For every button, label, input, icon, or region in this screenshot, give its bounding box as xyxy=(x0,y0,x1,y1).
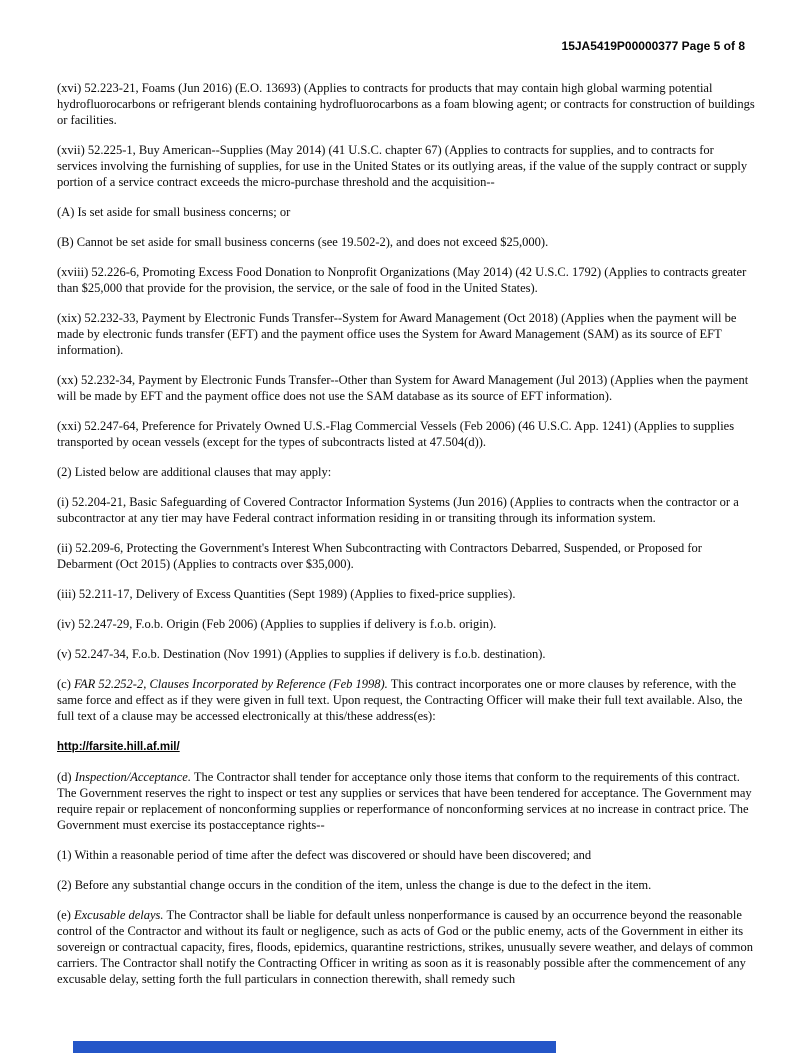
paragraph xyxy=(57,464,756,480)
text-run: (iii) 52.211-17, Delivery of Excess Quantities (Sept 1989) (Applies to fixed-price supplies). xyxy=(57,587,516,601)
paragraph xyxy=(57,310,756,358)
paragraph xyxy=(57,264,756,296)
paragraph xyxy=(57,80,756,128)
text-run: (e) xyxy=(57,908,74,922)
text-run: (i) 52.204-21, Basic Safeguarding of Covered Contractor Information Systems (Jun 2016) (Applies to contracts when the contractor or a subcontractor at any tier may have Federal contract information residing in or transiting through its information system. xyxy=(57,495,739,525)
text-run: (xvi) 52.223-21, Foams (Jun 2016) (E.O. 13693) (Applies to contracts for products that may contain high global warming potential hydrofluorocarbons or refrigerant blends containing hydrofluorocarbons as a foam blowing agent; or contracts for construction of buildings or facilities. xyxy=(57,81,755,127)
paragraph xyxy=(57,877,756,893)
text-run: (xviii) 52.226-6, Promoting Excess Food Donation to Nonprofit Organizations (May 2014) (42 U.S.C. 1792) (Applies to contracts greater than $25,000 that provide for the provision, the service, or the sale of food in the United States). xyxy=(57,265,747,295)
text-run: (c) xyxy=(57,677,74,691)
paragraph xyxy=(57,769,756,833)
text-run: (2) Before any substantial change occurs in the condition of the item, unless the change is due to the defect in the item. xyxy=(57,878,652,892)
text-run: (ii) 52.209-6, Protecting the Government's Interest When Subcontracting with Contractors Debarred, Suspended, or Proposed for Debarment (Oct 2015) (Applies to contracts over $35,000). xyxy=(57,541,702,571)
text-run: (2) Listed below are additional clauses that may apply: xyxy=(57,465,332,479)
paragraph xyxy=(57,676,756,724)
paragraph xyxy=(57,142,756,190)
paragraph xyxy=(57,418,756,450)
text-run: (1) Within a reasonable period of time after the defect was discovered or should have been discovered; and xyxy=(57,848,592,862)
clause-title-run: Inspection/Acceptance. xyxy=(74,770,191,784)
highlight-bar xyxy=(73,1041,556,1053)
url-paragraph xyxy=(57,738,756,755)
paragraph xyxy=(57,847,756,863)
paragraph xyxy=(57,616,756,632)
paragraph xyxy=(57,907,756,987)
text-run: (v) 52.247-34, F.o.b. Destination (Nov 1991) (Applies to supplies if delivery is f.o.b. destination). xyxy=(57,647,546,661)
text-run: (xx) 52.232-34, Payment by Electronic Funds Transfer--Other than System for Award Management (Jul 2013) (Applies when the payment will be made by EFT and the payment office does not use the SAM database as its source of EFT information). xyxy=(57,373,749,403)
paragraph xyxy=(57,540,756,572)
clause-title-run: Excusable delays. xyxy=(74,908,164,922)
text-run: (xix) 52.232-33, Payment by Electronic Funds Transfer--System for Award Management (Oct 2018) (Applies when the payment will be made by electronic funds transfer (EFT) and the payment office uses the System for Award Management (SAM) as its source of EFT information). xyxy=(57,311,737,357)
text-run: (A) Is set aside for small business concerns; or xyxy=(57,205,291,219)
text-run: (xvii) 52.225-1, Buy American--Supplies (May 2014) (41 U.S.C. chapter 67) (Applies to contracts for supplies, and to contracts for services involving the furnishing of supplies, for use in the United States or its outlying areas, if the value of the supply contract or supply portion of a service contract exceeds the micro-purchase threshold and the acquisition-- xyxy=(57,143,748,189)
paragraph xyxy=(57,586,756,602)
farsite-link[interactable]: http://farsite.hill.af.mil/ xyxy=(57,741,180,753)
page-header-doc-number: 15JA5419P00000377 Page 5 of 8 xyxy=(561,39,745,53)
text-run: (iv) 52.247-29, F.o.b. Origin (Feb 2006) (Applies to supplies if delivery is f.o.b. origin). xyxy=(57,617,497,631)
text-run: This contract incorporates one or more clauses by reference, with the same force and effect as if they were given in full text. Upon request, the Contracting Officer will make their full text available. Also, the full text of a clause may be accessed electronically at this/these address(es): xyxy=(57,677,743,723)
paragraph xyxy=(57,204,756,220)
text-run: (xxi) 52.247-64, Preference for Privately Owned U.S.-Flag Commercial Vessels (Feb 2006) (46 U.S.C. App. 1241) (Applies to supplies transported by ocean vessels (except for the types of subcontracts listed at 47.504(d)). xyxy=(57,419,735,449)
text-run: The Contractor shall be liable for default unless nonperformance is caused by an occurrence beyond the reasonable control of the Contractor and without its fault or negligence, such as acts of God or the public enemy, acts of the Government in either its sovereign or contractual capacity, fires, floods, epidemics, quarantine restrictions, strikes, unusually severe weather, and delays of common carriers. The Contractor shall notify the Contracting Officer in writing as soon as it is reasonably possible after the commencement of any excusable delay, setting forth the full particulars in connection therewith, shall remedy such xyxy=(57,908,754,986)
document-body xyxy=(57,80,756,1001)
paragraph xyxy=(57,646,756,662)
clause-title-run: FAR 52.252-2, Clauses Incorporated by Reference (Feb 1998). xyxy=(74,677,388,691)
paragraph xyxy=(57,494,756,526)
paragraph xyxy=(57,234,756,250)
text-run: (d) xyxy=(57,770,75,784)
text-run: (B) Cannot be set aside for small business concerns (see 19.502-2), and does not exceed $25,000). xyxy=(57,235,549,249)
text-run: The Contractor shall tender for acceptance only those items that conform to the requirements of this contract. The Government reserves the right to inspect or test any supplies or services that have been tendered for acceptance. The Government may require repair or replacement of nonconforming supplies or reperformance of nonconforming services at no increase in contract price. The Government must exercise its postacceptance rights-- xyxy=(57,770,752,832)
paragraph xyxy=(57,372,756,404)
